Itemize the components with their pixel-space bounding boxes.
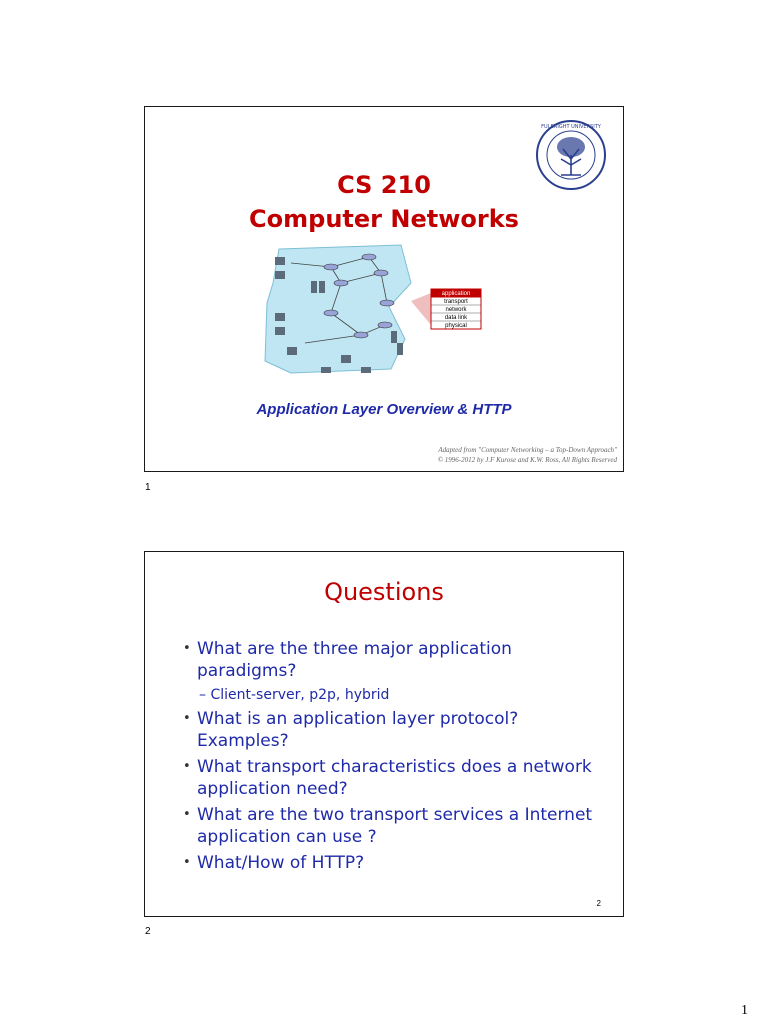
slide-number-1: 1 xyxy=(145,482,151,493)
protocol-layer-label: data link xyxy=(444,315,468,321)
protocol-layer-label: application xyxy=(441,291,471,297)
credit-line-2: © 1996-2012 by J.F Kurose and K.W. Ross, All Rights Reserved xyxy=(437,456,617,464)
question-list xyxy=(181,638,601,878)
network-diagram xyxy=(261,243,501,379)
slide-subtitle: Application Layer Overview & HTTP xyxy=(256,401,512,418)
page-number: 1 xyxy=(741,1003,748,1018)
list-item: • What are the two transport services a Internet application can use ? xyxy=(183,805,593,847)
slide-1 xyxy=(144,106,624,472)
protocol-layer-label: physical xyxy=(445,323,467,329)
svg-text:FULBRIGHT UNIVERSITY: FULBRIGHT UNIVERSITY xyxy=(541,124,601,130)
protocol-layer-label: transport xyxy=(444,299,468,305)
protocol-layer-label: network xyxy=(445,307,467,313)
inner-slide-number: 2 xyxy=(596,899,601,908)
course-title: Computer Networks xyxy=(249,205,519,233)
list-item: • What is an application layer protocol? Examples? xyxy=(183,709,519,751)
slide-title: Questions xyxy=(324,578,444,606)
list-subitem: – Client-server, p2p, hybrid xyxy=(199,687,390,703)
slide-2 xyxy=(144,551,624,917)
protocol-stack xyxy=(411,289,481,329)
slide-number-2: 2 xyxy=(145,926,151,937)
credit-line-1: Adapted from "Computer Networking – a Top-Down Approach" xyxy=(438,446,617,454)
list-item: • What/How of HTTP? xyxy=(183,853,365,873)
list-item: • What are the three major application paradigms? xyxy=(183,639,512,681)
course-code: CS 210 xyxy=(337,171,431,199)
list-item: • What transport characteristics does a network application need? xyxy=(183,757,592,799)
